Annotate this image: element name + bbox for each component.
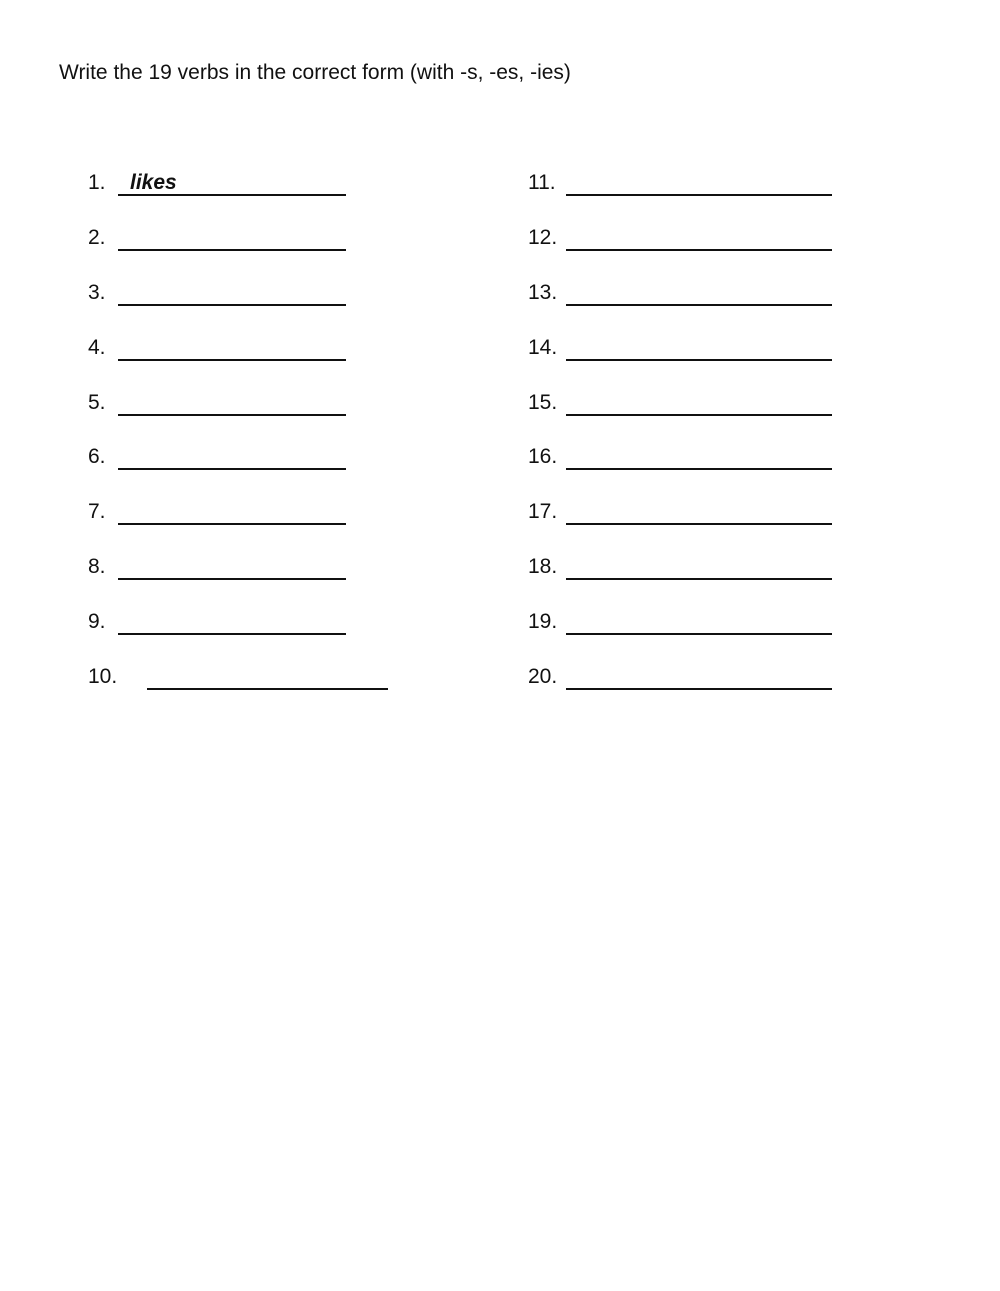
item-number: 10. bbox=[88, 665, 118, 688]
answer-blank[interactable] bbox=[566, 553, 832, 580]
answer-blank[interactable] bbox=[147, 663, 388, 690]
item-number: 8. bbox=[88, 555, 106, 578]
answer-row bbox=[88, 334, 358, 368]
answer-blank[interactable] bbox=[118, 169, 346, 196]
answer-row bbox=[528, 553, 838, 587]
item-number: 1. bbox=[88, 171, 106, 194]
answer-row bbox=[528, 663, 838, 697]
answer-row bbox=[528, 279, 838, 313]
item-number: 18. bbox=[528, 555, 558, 578]
answer-row bbox=[88, 498, 358, 532]
answer-blank[interactable] bbox=[118, 608, 346, 635]
answer-row bbox=[88, 553, 358, 587]
answer-row bbox=[528, 443, 838, 477]
answer-blank[interactable] bbox=[118, 279, 346, 306]
answer-blank[interactable] bbox=[566, 443, 832, 470]
answer-row bbox=[88, 279, 358, 313]
answer-blank[interactable] bbox=[566, 334, 832, 361]
answer-row bbox=[88, 169, 358, 203]
answer-blank[interactable] bbox=[566, 608, 832, 635]
answer-row bbox=[88, 389, 358, 423]
answer-blank[interactable] bbox=[566, 169, 832, 196]
answer-row bbox=[528, 389, 838, 423]
item-number: 14. bbox=[528, 336, 558, 359]
answer-blank[interactable] bbox=[118, 389, 346, 416]
item-number: 15. bbox=[528, 391, 558, 414]
answer-row bbox=[88, 663, 398, 697]
item-number: 4. bbox=[88, 336, 106, 359]
item-number: 13. bbox=[528, 281, 558, 304]
item-number: 6. bbox=[88, 445, 106, 468]
item-number: 5. bbox=[88, 391, 106, 414]
answer-blank[interactable] bbox=[566, 663, 832, 690]
answer-blank[interactable] bbox=[118, 443, 346, 470]
item-number: 11. bbox=[528, 171, 556, 194]
item-number: 17. bbox=[528, 500, 558, 523]
item-number: 16. bbox=[528, 445, 558, 468]
item-number: 7. bbox=[88, 500, 106, 523]
answer-row bbox=[528, 334, 838, 368]
answer-blank[interactable] bbox=[566, 279, 832, 306]
answer-row bbox=[88, 608, 358, 642]
answer-blank[interactable] bbox=[118, 224, 346, 251]
answer-row bbox=[528, 224, 838, 258]
answer-row bbox=[528, 608, 838, 642]
answer-row bbox=[528, 498, 838, 532]
answer-row bbox=[88, 224, 358, 258]
item-number: 19. bbox=[528, 610, 558, 633]
item-number: 3. bbox=[88, 281, 106, 304]
answer-blank[interactable] bbox=[566, 498, 832, 525]
answer-blank[interactable] bbox=[566, 224, 832, 251]
answer-blank[interactable] bbox=[566, 389, 832, 416]
answer-row bbox=[528, 169, 838, 203]
answer-blank[interactable] bbox=[118, 553, 346, 580]
item-number: 2. bbox=[88, 226, 106, 249]
answer-blank[interactable] bbox=[118, 498, 346, 525]
item-number: 12. bbox=[528, 226, 558, 249]
blank-lead-underscore bbox=[118, 194, 128, 196]
item-number: 9. bbox=[88, 610, 106, 633]
answer-text: likes bbox=[130, 171, 177, 194]
instruction-text: Write the 19 verbs in the correct form (with -s, -es, -ies) bbox=[59, 61, 571, 84]
answer-row bbox=[88, 443, 358, 477]
item-number: 20. bbox=[528, 665, 558, 688]
answer-blank[interactable] bbox=[118, 334, 346, 361]
